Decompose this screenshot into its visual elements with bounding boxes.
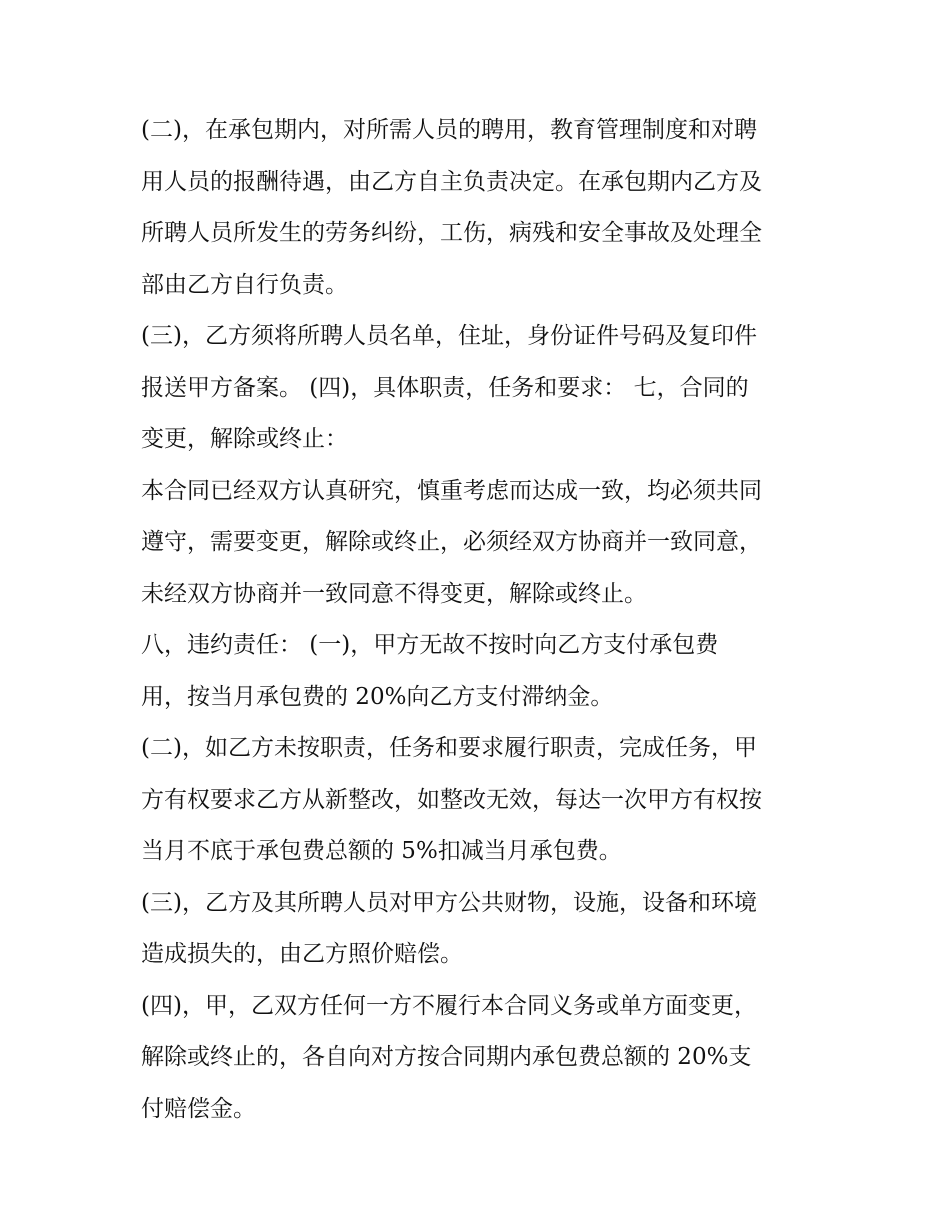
text-line: 遵守，需要变更，解除或终止，必须经双方协商并一致同意，: [141, 529, 762, 555]
text-line: 当月不底于承包费总额的 5%扣减当月承包费。: [141, 838, 622, 864]
text-line: (四)，甲，乙双方任何一方不履行本合同义务或单方面变更，: [141, 992, 757, 1019]
text-line: 用人员的报酬待遇，由乙方自主负责决定。在承包期内乙方及: [141, 168, 762, 195]
text-line: 方有权要求乙方从新整改，如整改无效，每达一次甲方有权按: [141, 786, 762, 813]
text-line: 报送甲方备案。 (四)，具体职责，任务和要求： 七，合同的: [141, 374, 749, 401]
text-line: 所聘人员所发生的劳务纠纷，工伤，病残和安全事故及处理全: [141, 220, 762, 246]
text-line: 用，按当月承包费的 20%向乙方支付滞纳金。: [141, 683, 614, 710]
text-line: 本合同已经双方认真研究，慎重考虑而达成一致，均必须共同: [141, 477, 762, 504]
text-line: (三)，乙方须将所聘人员名单，住址，身份证件号码及复印件: [141, 323, 757, 349]
text-line: 造成损失的，由乙方照价赔偿。: [141, 941, 463, 967]
text-line: 变更，解除或终止：: [141, 426, 348, 452]
text-line: 八，违约责任： (一)，甲方无故不按时向乙方支付承包费: [141, 632, 719, 658]
text-line: (三)，乙方及其所聘人员对甲方公共财物，设施，设备和环境: [141, 889, 757, 916]
text-line: 未经双方协商并一致同意不得变更，解除或终止。: [141, 580, 647, 607]
text-line: (二)，在承包期内，对所需人员的聘用，教育管理制度和对聘: [141, 117, 757, 143]
document-body: [141, 108, 821, 1138]
text-line: 解除或终止的，各自向对方按合同期内承包费总额的 20%支: [141, 1044, 752, 1070]
text-line: (二)，如乙方未按职责，任务和要求履行职责，完成任务，甲: [141, 735, 757, 761]
text-line: 付赔偿金。: [141, 1095, 256, 1122]
text-line: 部由乙方自行负责。: [141, 271, 348, 298]
